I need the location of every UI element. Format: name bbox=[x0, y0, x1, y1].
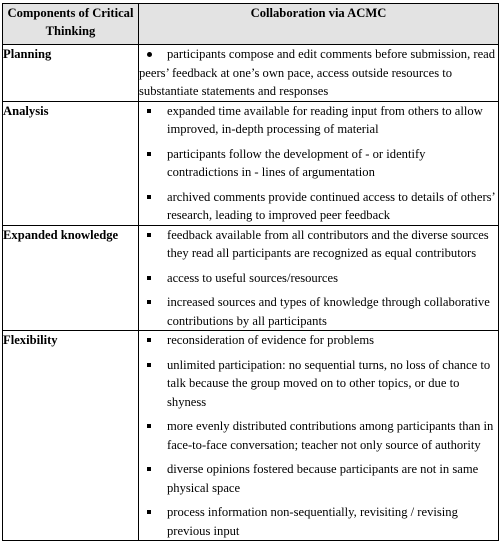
list-item bbox=[139, 356, 498, 412]
square-bullet-icon bbox=[143, 417, 155, 435]
square-bullet-icon bbox=[143, 269, 155, 287]
item-text: expanded time available for reading input from others to allow improved, in-depth processing of material bbox=[167, 103, 483, 136]
item-text: increased sources and types of knowledge through collaborative contributions by all participants bbox=[167, 295, 490, 328]
items-cell bbox=[139, 225, 499, 331]
table-row bbox=[3, 331, 499, 541]
component-analysis: Analysis bbox=[3, 101, 139, 225]
list-item bbox=[139, 331, 498, 350]
square-bullet-icon bbox=[143, 102, 155, 120]
header-components: Components of Critical Thinking bbox=[3, 4, 139, 45]
square-bullet-icon bbox=[143, 226, 155, 244]
item-text: diverse opinions fostered because participants are not in same physical space bbox=[167, 462, 479, 495]
list-item bbox=[139, 102, 498, 139]
bullet-list bbox=[139, 226, 498, 331]
list-item bbox=[139, 188, 498, 225]
bullet-list bbox=[139, 331, 498, 540]
list-item bbox=[139, 145, 498, 182]
item-text: unlimited participation: no sequential turns, no loss of chance to talk because the group moved on to other topics, or due to shyness bbox=[167, 357, 491, 409]
square-bullet-icon bbox=[143, 331, 155, 349]
item-text: more evenly distributed contributions among participants than in face-to-face conversation; teacher not only source of authority bbox=[167, 419, 494, 452]
square-bullet-icon bbox=[143, 460, 155, 478]
list-item bbox=[139, 269, 498, 288]
item-text: feedback available from all contributors and the diverse sources they read all participants are recognized as equal contributors bbox=[167, 227, 489, 260]
square-bullet-icon bbox=[143, 356, 155, 374]
list-item bbox=[139, 293, 498, 330]
table-row bbox=[3, 101, 499, 225]
critical-thinking-table bbox=[2, 3, 499, 541]
item-text: process information non-sequentially, revisiting / revising previous input bbox=[167, 505, 458, 538]
item-text: access to useful sources/resources bbox=[167, 270, 338, 285]
component-expanded-knowledge: Expanded knowledge bbox=[3, 225, 139, 331]
items-cell bbox=[139, 45, 499, 102]
item-text: participants follow the development of - or identify contradictions in - lines of argumentation bbox=[167, 146, 426, 179]
square-bullet-icon bbox=[143, 145, 155, 163]
header-row bbox=[3, 4, 499, 45]
header-collaboration: Collaboration via ACMC bbox=[139, 4, 499, 45]
square-bullet-icon bbox=[143, 188, 155, 206]
list-item bbox=[139, 45, 498, 101]
list-item bbox=[139, 460, 498, 497]
round-bullet-icon bbox=[143, 45, 155, 63]
list-item bbox=[139, 417, 498, 454]
item-text: participants compose and edit comments before submission, read peers’ feedback at one’s own pace, access outside resources to substantiate statements and responses bbox=[139, 47, 496, 98]
square-bullet-icon bbox=[143, 293, 155, 311]
items-cell bbox=[139, 331, 499, 541]
list-item bbox=[139, 226, 498, 263]
list-item bbox=[139, 503, 498, 540]
item-text: archived comments provide continued access to details of others’ research, leading to improved peer feedback bbox=[167, 189, 495, 222]
square-bullet-icon bbox=[143, 503, 155, 521]
item-text: reconsideration of evidence for problems bbox=[167, 333, 375, 347]
table-row bbox=[3, 45, 499, 102]
component-flexibility: Flexibility bbox=[3, 331, 139, 541]
component-planning: Planning bbox=[3, 45, 139, 102]
bullet-list bbox=[139, 45, 498, 101]
table-row bbox=[3, 225, 499, 331]
items-cell bbox=[139, 101, 499, 225]
bullet-list bbox=[139, 102, 498, 225]
